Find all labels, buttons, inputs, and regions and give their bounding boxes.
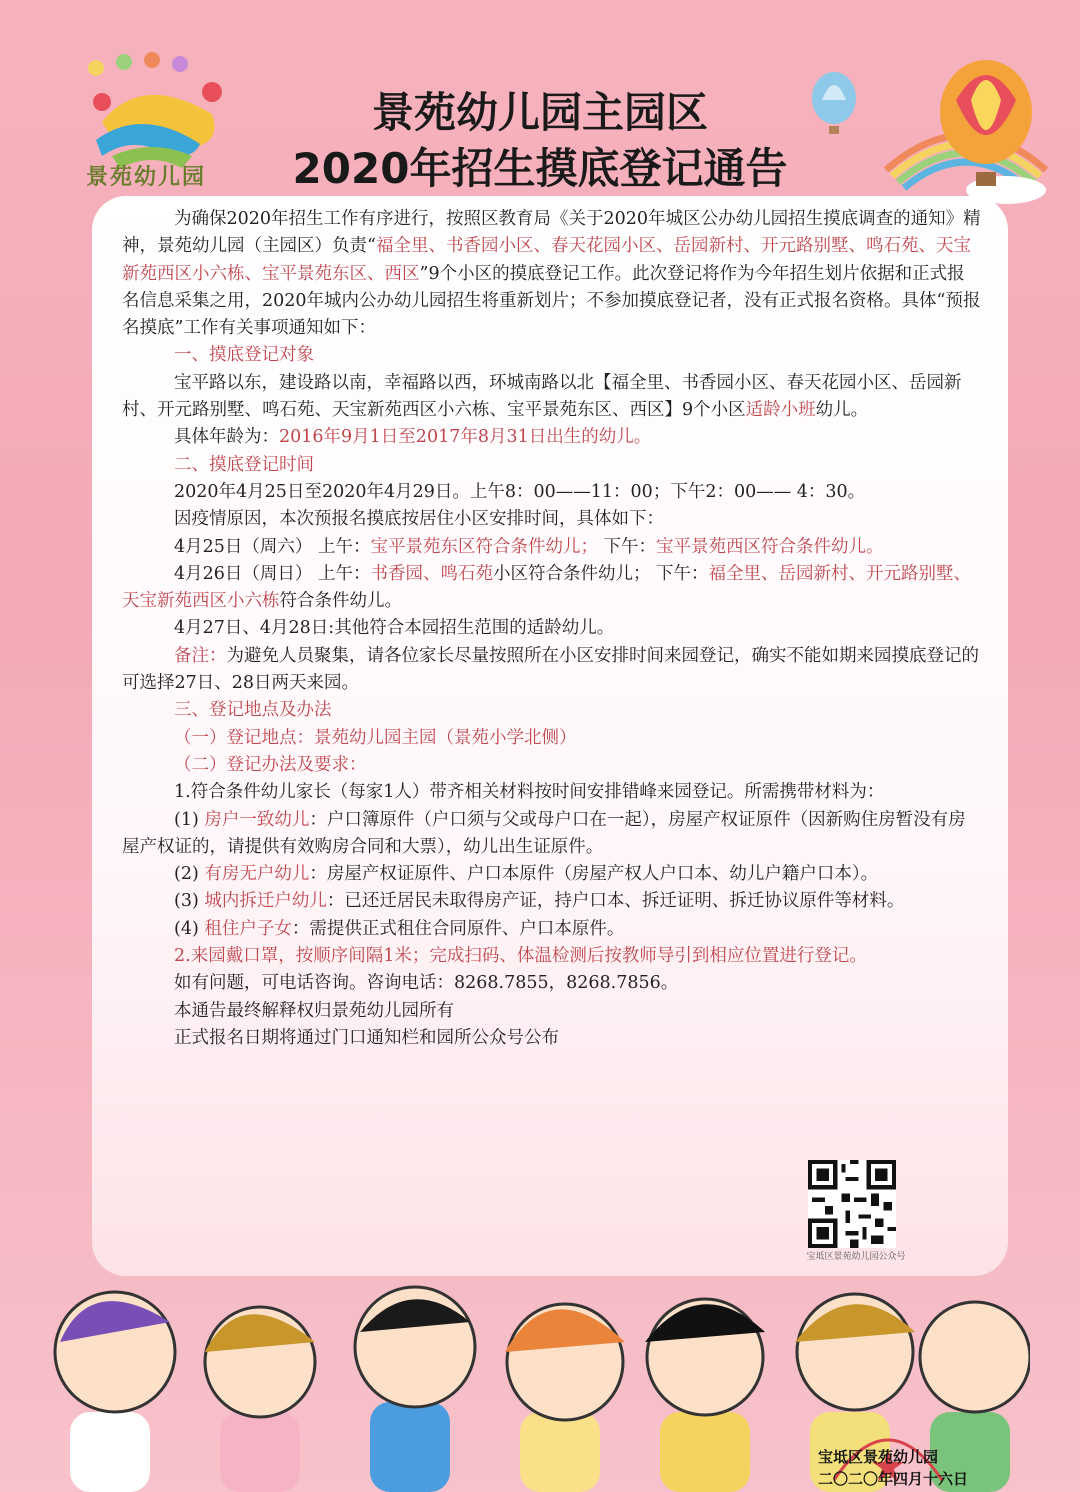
- highlighted-text: （一）登记地点：景苑幼儿园主园（景苑小学北侧）: [174, 727, 577, 748]
- paragraph-text: 4月25日（周六） 上午：: [174, 536, 371, 557]
- stamp-date: 二〇二〇年四月十六日: [818, 1470, 969, 1488]
- notice-paragraph: [122, 561, 982, 616]
- notice-paragraph: [122, 752, 982, 779]
- highlighted-text: 福全里、书香园小区、春天花园小区、岳园新村、开元路别墅、鸣石苑、天宝新苑西区小六栋、宝平景苑东区、西区: [122, 236, 971, 284]
- notice-paragraph: [122, 506, 982, 533]
- paragraph-text: 4月26日（周日） 上午：: [174, 563, 371, 584]
- highlighted-text: （二）登记办法及要求：: [174, 754, 367, 775]
- highlighted-text: 福全里、岳园新村、开元路别墅、天宝新苑西区小六栋: [122, 563, 972, 612]
- highlighted-text: 书香园、鸣石苑: [370, 563, 493, 584]
- notice-paragraph: [122, 943, 982, 970]
- notice-paragraph: [122, 643, 982, 698]
- paragraph-text: 因疫情原因，本次预报名摸底按居住小区安排时间，具体如下：: [174, 509, 664, 530]
- highlighted-text: 房户一致幼儿: [204, 809, 310, 830]
- notice-paragraph: [122, 697, 982, 724]
- notice-paragraph: [122, 916, 982, 943]
- highlighted-text: 2016年9月1日至2017年8月31日出生的幼儿。: [279, 427, 652, 448]
- notice-paragraph: [122, 998, 982, 1025]
- paragraph-text: (3): [174, 891, 205, 912]
- highlighted-text: 三、登记地点及办法: [174, 700, 332, 721]
- paragraph-text: 正式报名日期将通过门口通知栏和园所公众号公布: [174, 1027, 559, 1048]
- paragraph-text: 宝平路以东，建设路以南，幸福路以西，环城南路以北【福全里、书香园小区、春天花园小区、岳园新村、开元路别墅、鸣石苑、天宝新苑西区小六栋、宝平景苑东区、西区】9个小区: [122, 372, 962, 421]
- notice-paragraph: [122, 725, 982, 752]
- highlighted-text: 有房无户幼儿: [204, 864, 310, 885]
- paragraph-text: (2): [174, 864, 205, 885]
- paragraph-text: 小区符合条件幼儿； 下午：: [492, 563, 709, 584]
- signature-stamp: [818, 1446, 968, 1490]
- notice-paragraph: [122, 424, 982, 451]
- notice-paragraph: [122, 615, 982, 642]
- balloon-rainbow-icon: [796, 60, 1056, 210]
- notice-paragraph: [122, 888, 982, 915]
- notice-paragraph: [122, 206, 982, 342]
- highlighted-text: 适龄小班: [745, 400, 816, 421]
- notice-paragraph: [122, 342, 982, 369]
- qr-code-icon: [808, 1160, 896, 1248]
- paragraph-text: ：需提供正式租住合同原件、户口本原件。: [291, 918, 625, 939]
- highlighted-text: 一、摸底登记对象: [174, 345, 314, 366]
- notice-paragraph: [122, 779, 982, 806]
- paragraph-text: 幼儿。: [815, 400, 869, 421]
- highlighted-text: 备注：: [174, 645, 227, 666]
- paragraph-text: (1): [174, 809, 205, 830]
- notice-body: [122, 206, 982, 1052]
- notice-paragraph: [122, 970, 982, 997]
- highlighted-text: 宝平景苑东区符合条件幼儿；: [370, 536, 598, 557]
- paragraph-text: 具体年龄为：: [174, 427, 279, 448]
- highlighted-text: 二、摸底登记时间: [174, 454, 314, 475]
- paragraph-text: 下午：: [597, 536, 657, 557]
- paragraph-text: 4月27日、4月28日:其他符合本园招生范围的适龄幼儿。: [174, 618, 615, 639]
- notice-paragraph: [122, 861, 982, 888]
- page-title-line2: 2020年招生摸底登记通告: [292, 144, 788, 193]
- notice-paragraph: [122, 479, 982, 506]
- paragraph-text: 本通告最终解释权归景苑幼儿园所有: [174, 1000, 454, 1021]
- notice-paragraph: [122, 370, 982, 425]
- notice-paragraph: [122, 807, 982, 862]
- paragraph-text: ：房屋产权证原件、户口本原件（房屋产权人户口本、幼儿户籍户口本）。: [309, 864, 879, 885]
- paragraph-text: ：已还迁居民未取得房产证，持户口本、拆迁证明、拆迁协议原件等材料。: [326, 891, 905, 912]
- logo-text: 景苑幼儿园: [86, 164, 207, 190]
- page-title-line1: 景苑幼儿园主园区: [371, 88, 708, 137]
- paragraph-text: 为避免人员聚集，请各位家长尽量按照所在小区安排时间来园登记，确实不能如期来园摸底登记的可选择27日、28日两天来园。: [122, 645, 979, 694]
- highlighted-text: 宝平景苑西区符合条件幼儿。: [656, 536, 884, 557]
- paragraph-text: 符合条件幼儿。: [279, 591, 402, 612]
- stamp-organization: 宝坻区景苑幼儿园: [818, 1448, 939, 1466]
- notice-paragraph: [122, 452, 982, 479]
- paragraph-text: ：户口簿原件（户口须与父或母户口在一起），房屋产权证原件（因新购住房暂没有房屋产权证的，请提供有效购房合同和大票），幼儿出生证原件。: [122, 809, 966, 857]
- paragraph-text: 如有问题，可电话咨询。咨询电话：8268.7855，8268.7856。: [174, 973, 679, 994]
- paragraph-text: ”9个小区的摸底登记工作。此次登记将作为今年招生划片依据和正式报名信息采集之用，2020年城内公办幼儿园招生将重新划片；不参加摸底登记者，没有正式报名资格。具体“预报名摸底”工作有关事项通知如下：: [122, 263, 981, 339]
- highlighted-text: 2.来园戴口罩，按顺序间隔1米；完成扫码、体温检测后按教师导引到相应位置进行登记。: [174, 946, 867, 967]
- notice-paragraph: [122, 1025, 982, 1052]
- highlighted-text: 城内拆迁户幼儿: [204, 891, 327, 912]
- paragraph-text: 2020年4月25日至2020年4月29日。上午8：00——11：00；下午2：00—— 4：30。: [174, 481, 866, 502]
- notice-paragraph: [122, 534, 982, 561]
- qr-caption: 宝坻区景苑幼儿园公众号: [806, 1252, 906, 1262]
- paragraph-text: (4): [174, 918, 205, 939]
- paragraph-text: 为确保2020年招生工作有序进行，按照区教育局《关于2020年城区公办幼儿园招生摸底调查的通知》精神，景苑幼儿园（主园区）负责“: [122, 209, 981, 257]
- paragraph-text: 1.符合条件幼儿家长（每家1人）带齐相关材料按时间安排错峰来园登记。所需携带材料为：: [174, 782, 885, 803]
- highlighted-text: 租住户子女: [204, 918, 292, 939]
